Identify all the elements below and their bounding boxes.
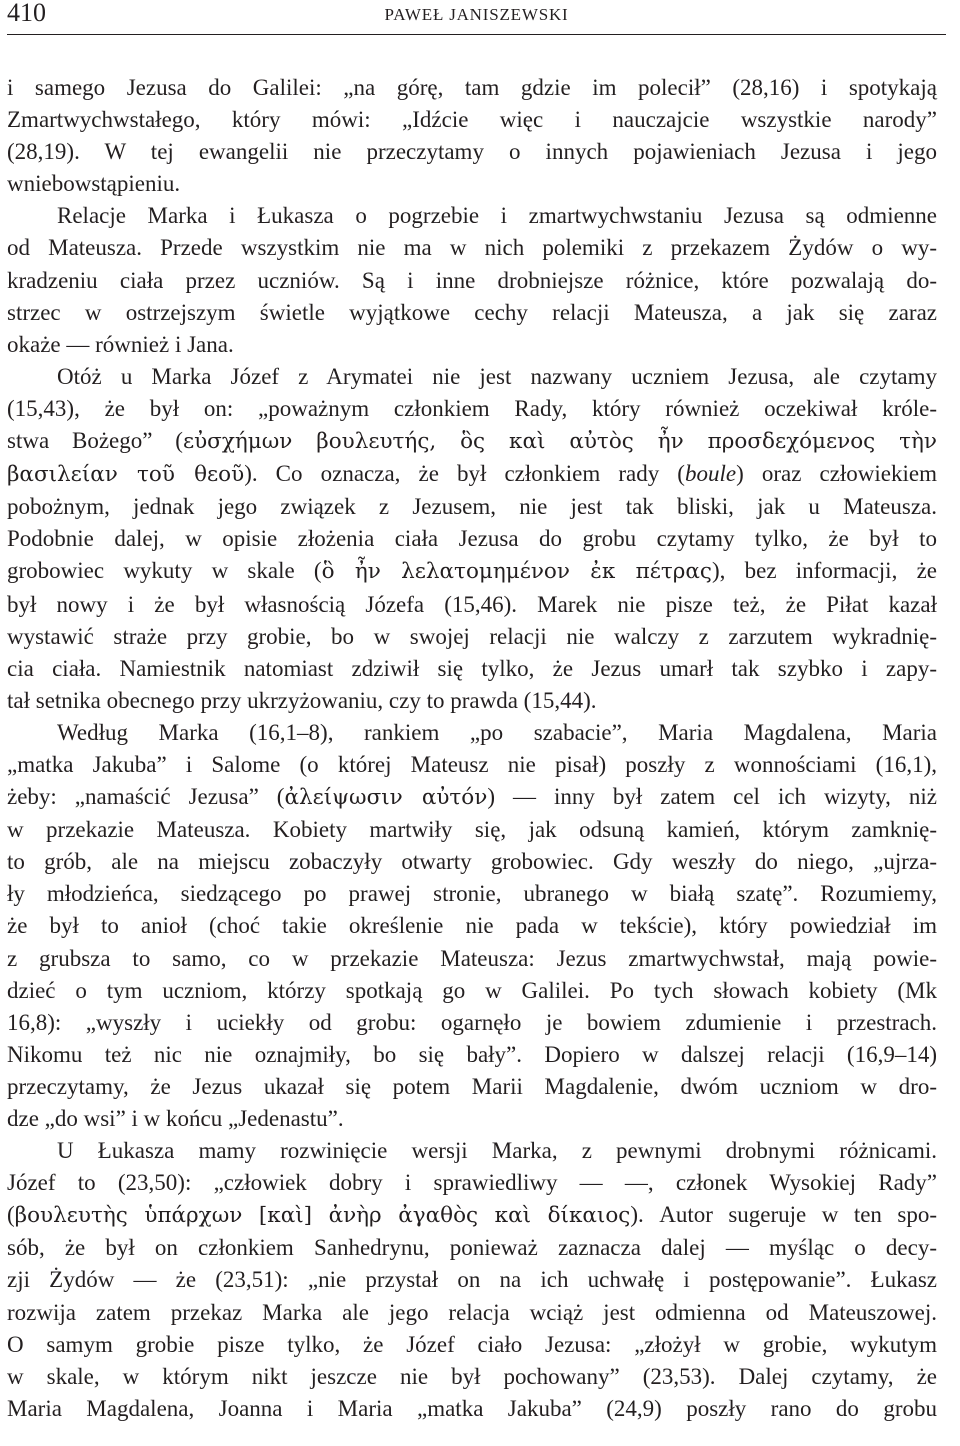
text-run: ), bez informacji, że (711, 558, 937, 584)
text-run: stwa Bożego” ( (7, 428, 183, 454)
text-line: Maria Magdalena, Joanna i Maria „matka Jakuba” (24,9) poszły rano do grobu (7, 1395, 937, 1421)
text-run: ). Co oznacza, że był członkiem rady ( (244, 461, 685, 487)
text-line: (15,43), że był on: „poważnym członkiem Rady, który również oczekiwał króle- (7, 395, 937, 421)
text-line: że był to anioł (choć takie określenie nie pada w tekście), który powiedział im (7, 913, 937, 939)
text-run: ( (7, 1202, 15, 1228)
text-line: przeczytamy, że Jezus ukazał się potem Marii Magdalenie, dwóm uczniom w dro- (7, 1073, 937, 1099)
text-line: od Mateusza. Przede wszystkim nie ma w nich polemiki z przekazem Żydów o wy- (7, 235, 937, 261)
text-line (7, 781, 937, 814)
text-line: Otóż u Marka Józef z Arymatei nie jest nazwany uczniem Jezusa, ale czytamy (57, 363, 937, 389)
text-line: U Łukasza mamy rozwinięcie wersji Marka, z pewnymi drobnymi różnicami. (57, 1138, 937, 1164)
text-line: pobożnym, jednak jego związek z Jezusem, nie jest tak bliski, jak u Mateusza. (7, 494, 937, 520)
text-line: sób, że był on członkiem Sanhedrynu, ponieważ zaznacza dalej — myśląc o decy- (7, 1235, 937, 1261)
italic-term: boule (684, 461, 737, 487)
text-line: Nikomu też nic nie oznajmiły, bo się bały”. Dopiero w dalszej relacji (16,9–14) (7, 1041, 937, 1067)
text-line: wniebowstąpieniu. (7, 171, 181, 197)
text-line: tał setnika obecnego przy ukrzyżowaniu, czy to prawda (15,44). (7, 687, 597, 713)
text-run: grobowiec wykuty w skale ( (7, 558, 322, 584)
greek-quote: ὃ ἦν λελατομημένον ἐκ πέτρας (321, 559, 712, 585)
text-line: w przekazie Mateusza. Kobiety martwiły się, jak odsuną kamień, którym zamknię- (7, 817, 937, 843)
text-line (7, 425, 937, 458)
text-line: Józef to (23,50): „człowiek dobry i sprawiedliwy — —, członek Wysokiej Rady” (7, 1170, 937, 1196)
text-line: (28,19). W tej ewangelii nie przeczytamy o innych pojawieniach Jezusa i jego (7, 139, 937, 165)
greek-quote: βουλευτὴς ὑπάρχων [καὶ] ἀνὴρ ἀγαθὸς καὶ δίκαιος (14, 1203, 631, 1229)
text-line: Według Marka (16,1–8), rankiem „po szabacie”, Maria Magdalena, Maria (57, 719, 937, 745)
body-text (7, 72, 937, 1425)
text-line: ły młodzieńca, siedzącego po prawej stronie, ubranego w białą szatę”. Rozumiemy, (7, 881, 937, 907)
text-line: 16,8): „wyszły i uciekły od grobu: ogarnęło je bowiem zdumienie i przestrach. (7, 1009, 937, 1035)
text-line: w skale, w którym nikt jeszcze nie był pochowany” (23,53). Dalej czytamy, że (7, 1363, 937, 1389)
page-header (7, 0, 946, 35)
text-line: wystawić straże przy grobie, bo w swojej relacji nie walczy z zarzutem wykradnię- (7, 623, 937, 649)
text-line: cia ciała. Namiestnik natomiast zdziwił się tylko, że Jezus umarł tak szybko i zapy- (7, 655, 937, 681)
text-line: „matka Jakuba” i Salome (o której Mateusz nie pisał) poszły z wonnościami (16,1), (7, 751, 937, 777)
greek-quote: εὐσχήμων βουλευτής, ὃς καὶ αὐτὸς ἦν προσδεχόμενος τὴν (182, 429, 937, 455)
text-line: Zmartwychwstałego, który mówi: „Idźcie więc i nauczajcie wszystkie narody” (7, 107, 937, 133)
text-line: z grubsza to samo, co w przekazie Mateusza: Jezus zmartwychwstał, mają powie- (7, 945, 937, 971)
greek-quote: βασιλείαν τοῦ θεοῦ (7, 462, 245, 488)
text-line: Relacje Marka i Łukasza o pogrzebie i zmartwychwstaniu Jezusa są odmienne (57, 203, 937, 229)
text-line: Podobnie dalej, w opisie złożenia ciała Jezusa do grobu czytamy tylko, że był to (7, 526, 937, 552)
text-run: ) oraz człowiekiem (736, 461, 937, 487)
text-line: to grób, ale na miejscu zobaczyły otwarty grobowiec. Gdy weszły do niego, „ujrza- (7, 849, 937, 875)
text-line: i samego Jezusa do Galilei: „na górę, tam gdzie im polecił” (28,16) i spotykają (7, 75, 937, 100)
page-number: 410 (7, 0, 46, 27)
text-line (7, 555, 937, 588)
text-line: rozwija zatem przekaz Marka ale jego relacja wciąż jest odmienna od Mateuszowej. (7, 1299, 937, 1325)
text-line: strzec w ostrzejszym świetle wyjątkowe cechy relacji Mateusza, a jak się zaraz (7, 299, 937, 325)
text-line: był nowy i że był własnością Józefa (15,46). Marek nie pisze też, że Piłat kazał (7, 591, 937, 617)
text-line (7, 1199, 937, 1232)
text-line: O samym grobie pisze tylko, że Józef ciało Jezusa: „złożył w grobie, wykutym (7, 1331, 937, 1357)
running-head: PAWEŁ JANISZEWSKI (384, 5, 569, 24)
text-line: dzieć o tym uczniom, którzy spotkają go w Galilei. Po tych słowach kobiety (Mk (7, 977, 937, 1003)
text-line: kradzeniu ciała przez uczniów. Są i inne drobniejsze różnice, które pozwalają do- (7, 267, 937, 293)
text-line: okaże — również i Jana. (7, 331, 234, 357)
text-run: żeby: „namaścić Jezusa” ( (7, 784, 285, 810)
text-run: ). Autor sugeruje w ten spo- (630, 1202, 937, 1228)
text-line (7, 458, 937, 491)
greek-quote: ἀλείψωσιν αὐτόν (284, 785, 488, 811)
text-line: zji Żydów — że (23,51): „nie przystał on na ich uchwałę i postępowanie”. Łukasz (7, 1267, 937, 1293)
text-run: ) — inny był zatem cel ich wizyty, niż (487, 784, 937, 810)
text-line: dze „do wsi” i w końcu „Jedenastu”. (7, 1106, 344, 1131)
